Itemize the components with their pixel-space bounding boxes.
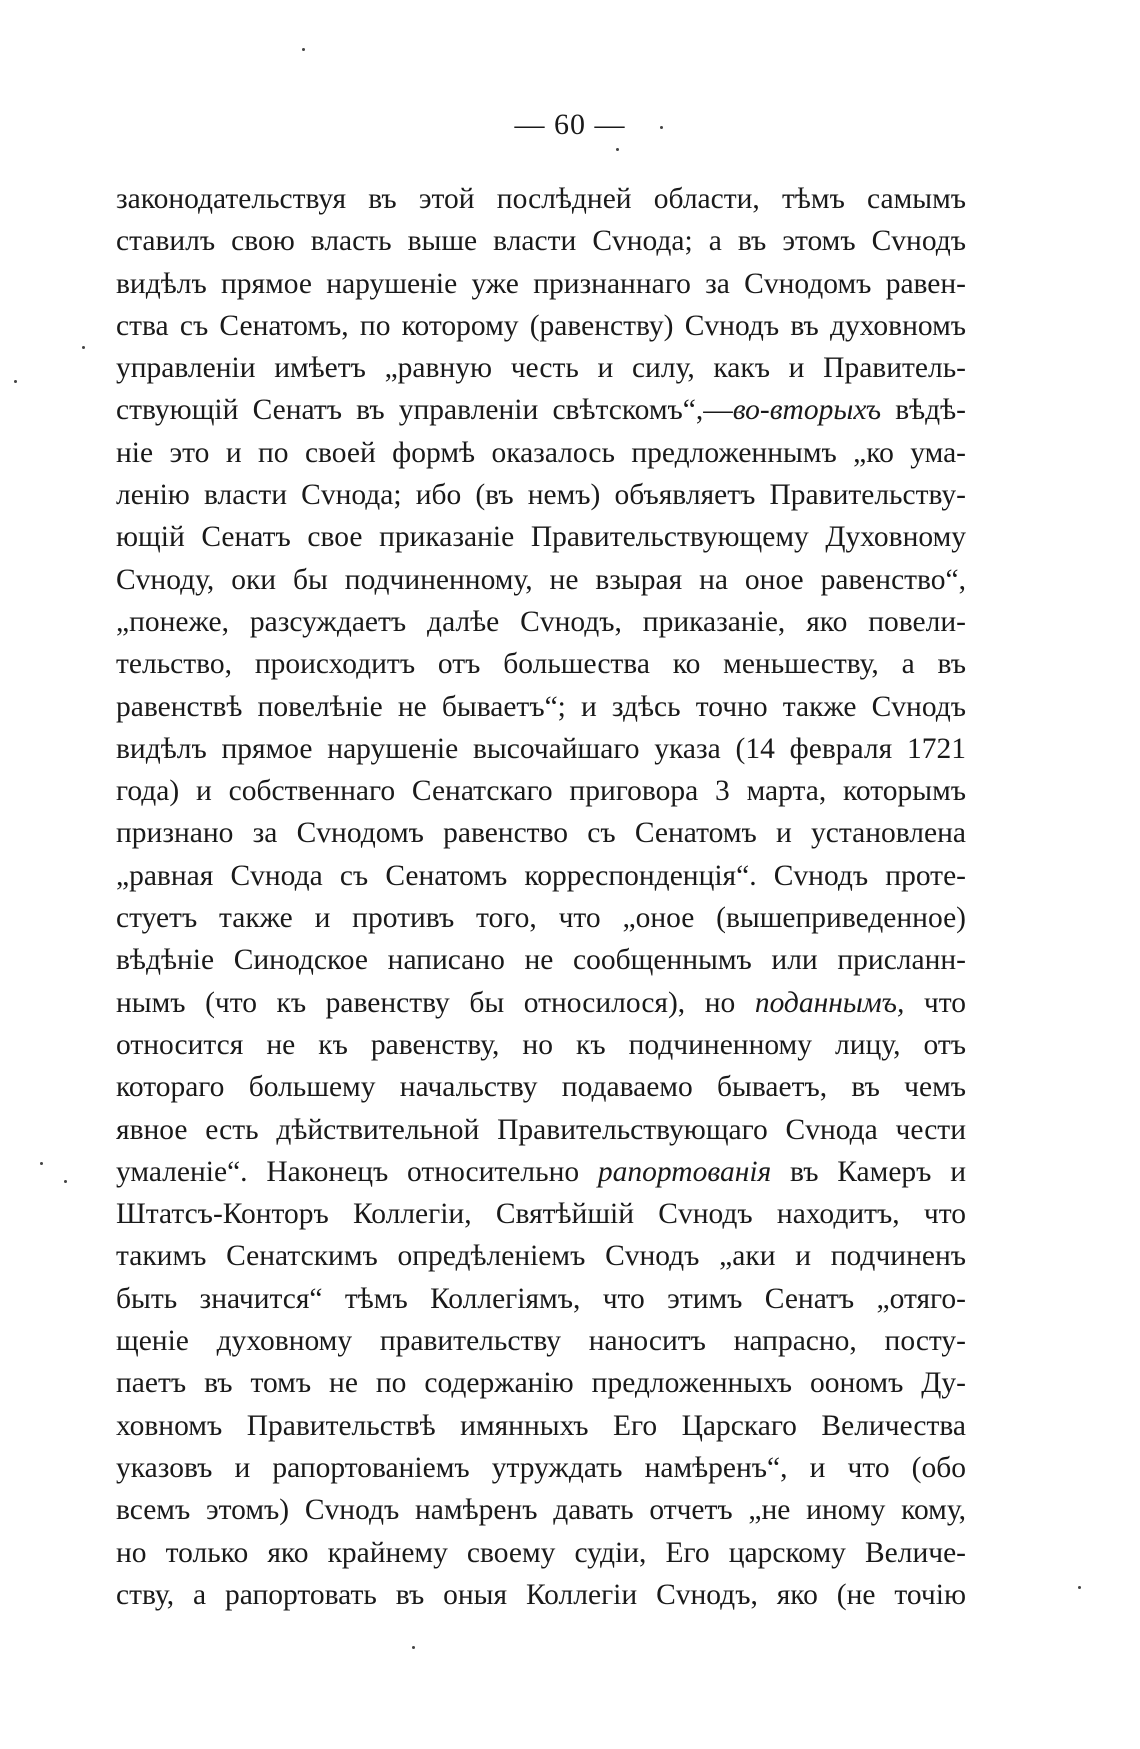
text-segment: законодательствуя въ этой послѣдней области, тѣмъ самымъ: [116, 183, 966, 215]
text-segment: относится не къ равенству, но къ подчиненному лицу, отъ: [116, 1028, 966, 1061]
scan-speck: [40, 1162, 43, 1165]
scan-speck: [14, 380, 17, 383]
text-line: [116, 1362, 966, 1404]
text-line: [116, 474, 966, 516]
text-segment: указовъ и рапортованіемъ утруждать намѣренъ“, и что (обо: [116, 1451, 966, 1484]
italic-emphasis: поданнымъ,: [754, 986, 905, 1019]
text-segment: но только яко крайнему своему судіи, Его царскому Величе-: [116, 1536, 966, 1569]
text-line: [116, 686, 966, 728]
text-line: [116, 855, 966, 897]
text-segment: всемъ этомъ) Сvнодъ намѣренъ давать отчетъ „не иному кому,: [116, 1494, 966, 1527]
text-segment: видѣлъ прямое нарушеніе высочайшаго указа (14 февраля 1721: [116, 732, 966, 765]
text-line: [116, 432, 966, 474]
text-segment: ющій Сенатъ свое приказаніе Правительствующему Духовному: [116, 521, 966, 554]
text-segment: тельство, происходитъ отъ большества ко меньшеству, а въ: [116, 648, 966, 681]
text-segment: паетъ въ томъ не по содержанію предложенныхъ оономъ Ду-: [116, 1367, 966, 1400]
text-line: [116, 1151, 966, 1193]
text-line: [116, 1109, 966, 1151]
text-segment: ству, а рапортовать въ оныя Коллегіи Сvнодъ, яко (не точію: [116, 1578, 966, 1611]
text-segment: ства съ Сенатомъ, по которому (равенству) Сvнодъ въ духовномъ: [116, 309, 966, 342]
text-segment: Штатсъ-Конторъ Коллегіи, Святѣйшій Сvнодъ находитъ, что: [116, 1198, 966, 1231]
text-line: [116, 982, 966, 1024]
text-line: [116, 1066, 966, 1108]
italic-emphasis: рапортованія: [597, 1155, 772, 1188]
text-segment: такимъ Сенатскимъ опредѣленіемъ Сvнодъ „аки и подчиненъ: [116, 1240, 966, 1273]
text-segment: ніе это и по своей формѣ оказалось предложеннымъ „ко ума-: [116, 436, 966, 469]
text-segment: явное есть дѣйствительной Правительствующаго Сvнода чести: [116, 1113, 966, 1146]
text-segment: равенствѣ повелѣніе не бываетъ“; и здѣсь точно также Сvнодъ: [116, 690, 966, 723]
text-line: [116, 516, 966, 558]
text-line: [116, 770, 966, 812]
text-segment: вѣдѣ-: [881, 394, 966, 427]
text-segment: Сvноду, оки бы подчиненному, не взырая на оное равенство“,: [116, 563, 966, 596]
text-segment: котораго большему начальству подаваемо бываетъ, въ чемъ: [116, 1071, 966, 1104]
text-segment: быть значится“ тѣмъ Коллегіямъ, что этимъ Сенатъ „отяго-: [116, 1282, 966, 1315]
text-line: [116, 389, 966, 431]
text-segment: „понеже, разсуждаетъ далѣе Сvнодъ, приказаніе, яко повели-: [116, 605, 966, 638]
scan-speck: [412, 1646, 415, 1649]
text-line: [116, 1405, 966, 1447]
text-line: [116, 347, 966, 389]
text-segment: ставилъ свою власть выше власти Сvнода; а въ этомъ Сvнодъ: [116, 225, 966, 258]
text-line: [116, 728, 966, 770]
text-line: [116, 305, 966, 347]
text-segment: ствующій Сенатъ въ управленіи свѣтскомъ“,—: [116, 394, 733, 427]
text-line: [116, 1193, 966, 1235]
text-line: [116, 1574, 966, 1616]
text-segment: управленіи имѣетъ „равную честь и силу, какъ и Правитель-: [116, 352, 966, 385]
text-line: [116, 1278, 966, 1320]
scan-speck: [82, 346, 85, 349]
text-line: [116, 812, 966, 854]
text-segment: признано за Сvнодомъ равенство съ Сенатомъ и установлена: [116, 817, 966, 850]
text-line: [116, 559, 966, 601]
text-segment: что: [904, 986, 966, 1019]
text-line: [116, 263, 966, 305]
text-line: [116, 643, 966, 685]
text-line: [116, 939, 966, 981]
text-segment: ховномъ Правительствѣ имянныхъ Его Царскаго Величества: [116, 1409, 966, 1442]
body-text: [116, 178, 966, 1616]
text-line: [116, 1489, 966, 1531]
scan-speck: [1078, 1586, 1081, 1589]
scan-speck: [302, 48, 305, 51]
text-segment: ленію власти Сvнода; ибо (въ немъ) объявляетъ Правительству-: [116, 479, 966, 512]
text-segment: стуетъ также и противъ того, что „оное (вышеприведенное): [116, 902, 966, 935]
text-segment: нымъ (что къ равенству бы относилося), но: [116, 986, 755, 1019]
text-segment: года) и собственнаго Сенатскаго приговора 3 марта, которымъ: [116, 775, 966, 808]
text-line: [116, 220, 966, 262]
text-segment: умаленіе“. Наконецъ относительно: [116, 1155, 598, 1188]
text-line: [116, 601, 966, 643]
scan-speck: [64, 1180, 67, 1183]
scan-speck: [616, 148, 619, 151]
text-segment: видѣлъ прямое нарушеніе уже признаннаго за Сvнодомъ равен-: [116, 267, 966, 300]
scan-speck: [660, 126, 663, 129]
text-line: [116, 1320, 966, 1362]
text-segment: въ Камеръ и: [771, 1155, 966, 1188]
text-line: [116, 1235, 966, 1277]
italic-emphasis: во-вторыхъ: [732, 394, 882, 427]
text-line: [116, 1447, 966, 1489]
text-segment: щеніе духовному правительству наноситъ напрасно, посту-: [116, 1325, 966, 1358]
text-line: [116, 897, 966, 939]
page-number: — 60 —: [514, 108, 626, 141]
text-segment: вѣдѣніе Синодское написано не сообщеннымъ или присланн-: [116, 944, 966, 977]
text-segment: „равная Сvнода съ Сенатомъ корреспонденція“. Сvнодъ проте-: [116, 859, 966, 892]
text-line: [116, 178, 966, 220]
text-line: [116, 1532, 966, 1574]
text-line: [116, 1024, 966, 1066]
